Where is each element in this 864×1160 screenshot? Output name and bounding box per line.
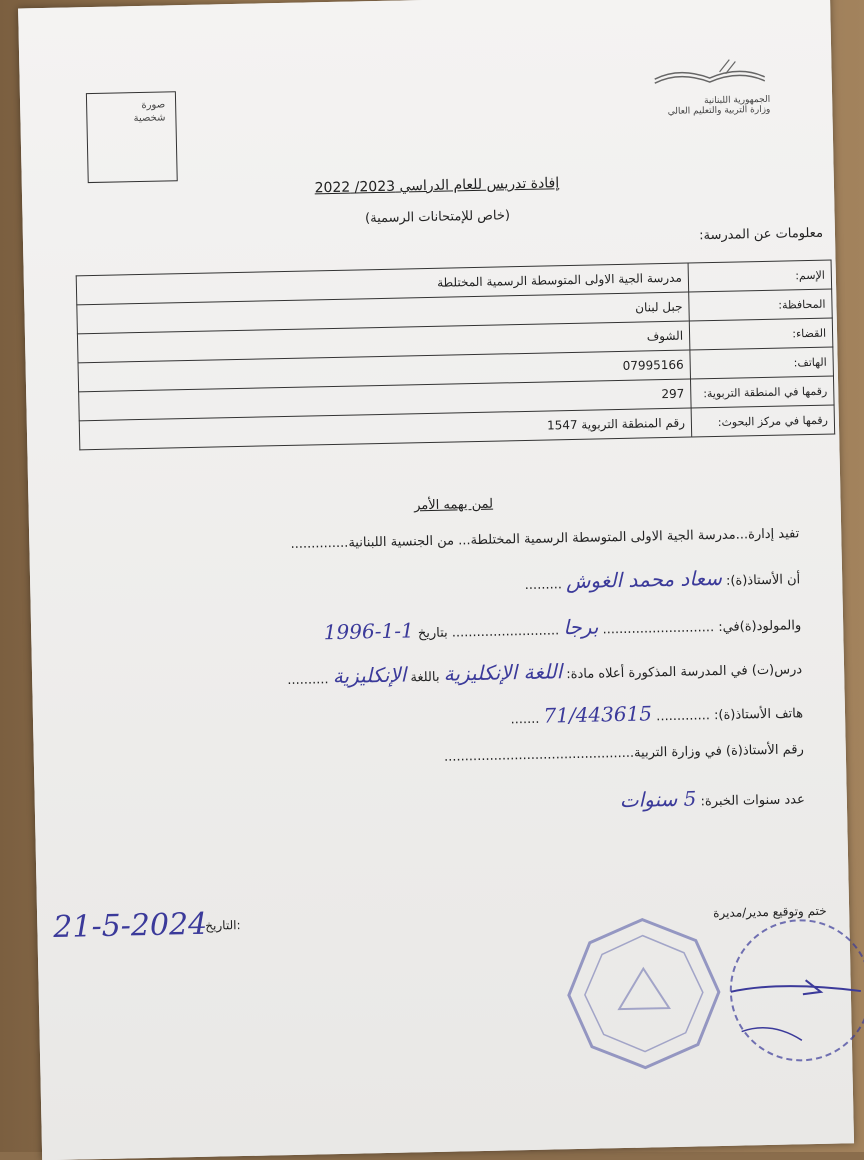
subject-label: درس(ت) في المدرسة المذكورة أعلاه مادة: [566,662,803,683]
school-info-table [76,260,835,451]
letter-line-5: هاتف الأستاذ(ة): ............. 71/443615 ....... [510,701,804,728]
photo-label: صورة شخصية [133,99,166,125]
document-page [18,0,854,1160]
row-value: رقم المنطقة التربوية 1547 [79,408,691,450]
document-subtitle: (خاص للإمتحانات الرسمية) [364,208,511,227]
document-title: إفادة تدريس للعام الدراسي 2023/ 2022 [314,175,560,197]
row-value: الشوف [77,321,689,363]
letter-line-6: رقم الأستاذ(ة) في وزارة التربية.............................................. [443,742,804,765]
birthplace-handwritten: برجا [563,614,599,640]
section-title: معلومات عن المدرسة: [699,225,824,244]
language-handwritten: الإنكليزية [332,662,407,689]
phone-handwritten: 71/443615 [543,701,653,728]
letter-line-1: تفيد إدارة...مدرسة الجية الاولى المتوسطة الرسمية المختلطة... من الجنسية اللبنانية.............. [290,526,800,552]
experience-label: عدد سنوات الخبرة: [700,792,805,810]
language-label: باللغة [410,669,440,686]
letter-line-4: درس(ت) في المدرسة المذكورة أعلاه مادة: اللغة الإنكليزية باللغة الإنكليزية .......... [287,659,803,689]
row-label: الهاتف: [690,347,834,379]
stamp-signature-label: ختم وتوقيع مدير/مديرة [713,903,827,921]
birthplace-label: والمولود(ة)في: [718,618,802,635]
row-label: رقمها في المنطقة التربوية: [690,376,834,408]
row-value: مدرسة الجية الاولى المتوسطة الرسمية المختلطة [76,263,688,305]
ministry-logo [649,55,770,117]
row-label: الإسم: [688,260,832,292]
logo-line-republic: الجمهورية اللبنانية [704,94,771,107]
logo-line-ministry: وزارة التربية والتعليم العالي [667,104,771,117]
row-label: القضاء: [689,318,833,350]
photo-box [86,91,178,183]
row-label: رقمها في مركز البحوث: [691,405,835,437]
phone-label: هاتف الأستاذ(ة): [713,706,804,724]
experience-handwritten: 5 سنوات [619,786,697,813]
school-stamp-icon [557,912,730,1076]
date-handwritten: 21-5-2024 [52,906,208,945]
row-value: جبل لبنان [77,292,689,334]
teacher-name-handwritten: سعاد محمد الغوش [565,565,723,594]
subject-handwritten: اللغة الإنكليزية [443,659,563,686]
signature-icon [709,909,864,1073]
birthdate-handwritten: 1-1-1996 [323,618,414,645]
letter-line-7 [620,784,805,812]
book-logo-icon [649,55,770,94]
letter-line-2: أن الأستاذ(ة): سعاد محمد الغوش ......... [524,565,801,594]
row-value: 297 [79,379,691,421]
teacher-label: أن الأستاذ(ة): [725,572,801,589]
birthdate-label: بتاريخ [417,625,448,642]
letter-line-3: والمولود(ة)في: ........................... برجا .......................... بتاريخ 1-1-1996 [323,614,802,645]
to-whom-heading: لمن يهمه الأمر [413,496,494,514]
row-label: المحافظة: [689,289,833,321]
date-label: التاريخ: [205,918,241,933]
row-value: 07995166 [78,350,690,392]
